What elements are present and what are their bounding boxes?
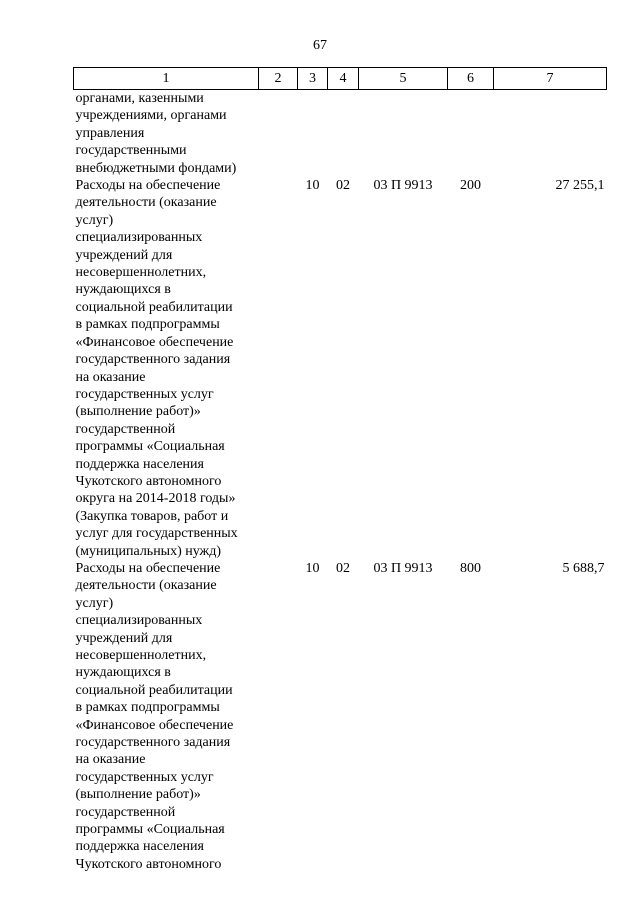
description-line: поддержка населения bbox=[75, 456, 204, 472]
row-amount bbox=[494, 90, 607, 178]
description-line: органами, казенными bbox=[75, 91, 204, 106]
description-line: учреждений для bbox=[75, 630, 173, 646]
description-line: государственных услуг bbox=[75, 769, 214, 785]
table-header bbox=[74, 68, 607, 90]
description-line: деятельности (оказание bbox=[75, 578, 217, 594]
description-line: на оказание bbox=[75, 369, 146, 385]
table-row bbox=[74, 560, 607, 873]
row-amount: 5 688,7 bbox=[562, 560, 605, 576]
row-column-2 bbox=[259, 560, 298, 873]
description-line: округа на 2014-2018 годы» bbox=[75, 491, 236, 507]
description-line: (выполнение работ)» bbox=[75, 787, 201, 803]
description-line: внебюджетными фондами) bbox=[75, 160, 237, 176]
description-line: нуждающихся в bbox=[75, 665, 171, 681]
description-line: в рамках подпрограммы bbox=[75, 317, 220, 333]
row-subsection: 02 bbox=[336, 560, 350, 576]
page-number: 67 bbox=[313, 38, 327, 53]
description-line: (Закупка товаров, работ и bbox=[75, 508, 229, 524]
description-line: управления bbox=[75, 125, 145, 141]
row-section bbox=[298, 90, 328, 178]
row-description bbox=[74, 177, 259, 560]
row-expense-type: 200 bbox=[460, 178, 481, 194]
column-header-3: 3 bbox=[298, 68, 328, 90]
description-line: программы «Социальная bbox=[75, 439, 225, 455]
row-description bbox=[74, 90, 259, 178]
description-line: (выполнение работ)» bbox=[75, 404, 201, 420]
column-header-1: 1 bbox=[74, 68, 259, 90]
description-line: государственных услуг bbox=[75, 386, 214, 402]
description-line: Расходы на обеспечение bbox=[75, 178, 221, 194]
column-header-2: 2 bbox=[259, 68, 298, 90]
description-line: услуг для государственных bbox=[75, 526, 238, 542]
description-line: Чукотского автономного bbox=[75, 856, 222, 872]
row-column-2 bbox=[259, 90, 298, 178]
description-line: учреждениями, органами bbox=[75, 108, 227, 124]
row-subsection: 02 bbox=[336, 178, 350, 194]
description-line: социальной реабилитации bbox=[75, 299, 233, 315]
description-line: на оказание bbox=[75, 752, 146, 768]
table-row bbox=[74, 177, 607, 560]
description-line: услуг) bbox=[75, 595, 114, 611]
description-line: деятельности (оказание bbox=[75, 195, 217, 211]
row-target-article: 03 П 9913 bbox=[373, 560, 433, 576]
row-column-2 bbox=[259, 177, 298, 560]
description-line: несовершеннолетних, bbox=[75, 648, 207, 663]
description-line: специализированных bbox=[75, 613, 203, 629]
description-line: социальной реабилитации bbox=[75, 682, 233, 698]
description-line: поддержка населения bbox=[75, 839, 204, 855]
description-line: государственного задания bbox=[75, 352, 231, 368]
description-line: в рамках подпрограммы bbox=[75, 700, 220, 716]
row-expense-type bbox=[448, 90, 494, 178]
description-line: Расходы на обеспечение bbox=[75, 560, 221, 576]
table-row bbox=[74, 90, 607, 178]
description-line: «Финансовое обеспечение bbox=[75, 717, 234, 733]
description-line: учреждений для bbox=[75, 247, 173, 263]
description-line: (муниципальных) нужд) bbox=[75, 543, 222, 559]
description-line: государственной bbox=[75, 421, 176, 437]
description-line: программы «Социальная bbox=[75, 822, 225, 838]
row-target-article bbox=[359, 90, 448, 178]
description-line: специализированных bbox=[75, 230, 203, 246]
row-section: 10 bbox=[305, 178, 320, 194]
description-line: услуг) bbox=[75, 212, 114, 228]
row-target-article: 03 П 9913 bbox=[373, 178, 433, 194]
column-header-7: 7 bbox=[494, 68, 607, 90]
description-line: государственного задания bbox=[75, 735, 231, 751]
budget-table bbox=[73, 67, 607, 873]
description-line: нуждающихся в bbox=[75, 282, 171, 298]
row-section: 10 bbox=[305, 560, 320, 576]
row-expense-type: 800 bbox=[460, 560, 481, 576]
table-body bbox=[74, 90, 607, 874]
column-header-6: 6 bbox=[448, 68, 494, 90]
column-header-4: 4 bbox=[328, 68, 359, 90]
description-line: «Финансовое обеспечение bbox=[75, 334, 234, 350]
description-line: государственной bbox=[75, 804, 176, 820]
row-description bbox=[74, 560, 259, 873]
column-header-5: 5 bbox=[359, 68, 448, 90]
row-amount: 27 255,1 bbox=[555, 178, 605, 194]
description-line: Чукотского автономного bbox=[75, 473, 222, 489]
row-subsection bbox=[328, 90, 359, 178]
description-line: государственными bbox=[75, 143, 187, 159]
header-row bbox=[74, 68, 607, 90]
description-line: несовершеннолетних, bbox=[75, 265, 207, 281]
